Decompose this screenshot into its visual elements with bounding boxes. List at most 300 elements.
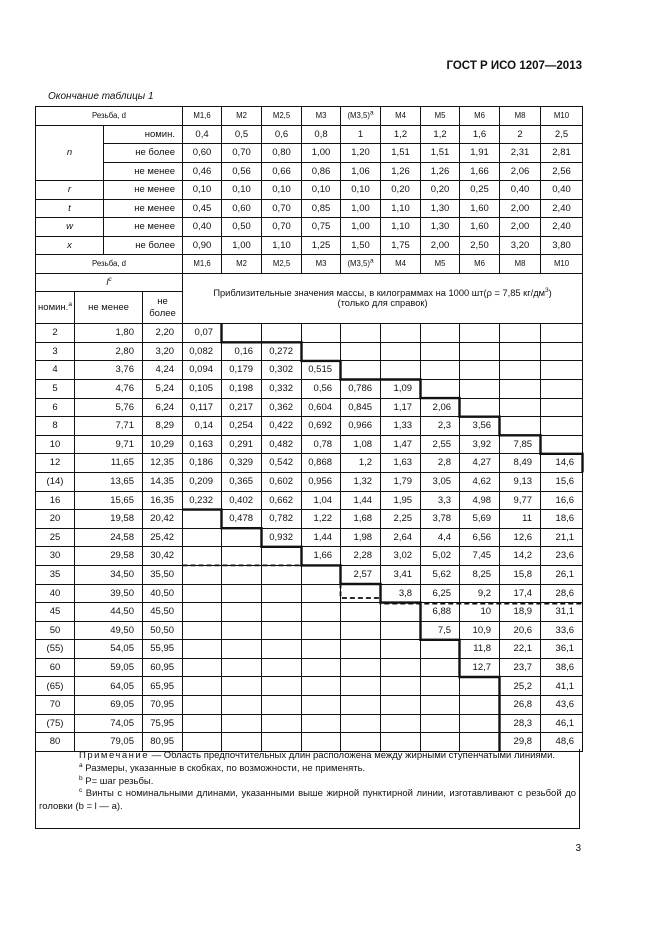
length-symbol: $l^c$ <box>36 273 183 292</box>
mass-value: 2,25 <box>381 510 421 529</box>
dimension-value: 1,10 <box>381 199 421 218</box>
mass-value: 0,14 <box>183 417 222 436</box>
dimension-value: 1,91 <box>460 144 500 163</box>
length-header-row <box>36 273 583 292</box>
dimension-value: 1,26 <box>381 162 421 181</box>
mass-row <box>36 621 583 640</box>
dimension-value: 0,46 <box>183 162 222 181</box>
thread-header-row <box>36 255 583 274</box>
mass-value: 14,6 <box>541 454 583 473</box>
mass-value: 8,25 <box>460 565 500 584</box>
mass-value <box>500 417 541 436</box>
dimension-row <box>36 236 583 255</box>
mass-value: 0,365 <box>222 472 262 491</box>
dimension-value: 3,20 <box>500 236 541 255</box>
length-nominal: (55) <box>36 640 75 659</box>
dimension-symbol: t <box>36 199 104 218</box>
mass-value: 16,6 <box>541 491 583 510</box>
mass-value: 11,8 <box>460 640 500 659</box>
mass-value: 0,272 <box>262 342 302 361</box>
dimension-qualifier: не менее <box>104 181 183 200</box>
mass-value <box>183 603 222 622</box>
mass-value: 7,45 <box>460 547 500 566</box>
length-min: 13,65 <box>75 472 143 491</box>
length-max: 16,35 <box>143 491 183 510</box>
dimension-value: 0,60 <box>183 144 222 163</box>
dimension-row <box>36 218 583 237</box>
thread-size: M3 <box>302 255 341 274</box>
mass-value: 12,7 <box>460 658 500 677</box>
mass-value <box>341 603 381 622</box>
length-nominal: 16 <box>36 491 75 510</box>
length-min: 39,50 <box>75 584 143 603</box>
length-nominal: (65) <box>36 677 75 696</box>
mass-value: 6,25 <box>421 584 460 603</box>
thread-size: M2 <box>222 107 262 126</box>
mass-value: 23,7 <box>500 658 541 677</box>
mass-value <box>262 324 302 343</box>
length-min: 1,80 <box>75 324 143 343</box>
mass-value: 0,604 <box>302 398 341 417</box>
mass-value <box>460 361 500 380</box>
mass-value: 1,47 <box>381 435 421 454</box>
mass-value <box>183 510 222 529</box>
mass-value: 10,9 <box>460 621 500 640</box>
mass-value <box>183 640 222 659</box>
mass-value <box>302 584 341 603</box>
length-nominal: 70 <box>36 696 75 715</box>
mass-row <box>36 472 583 491</box>
dimension-value: 2,00 <box>500 218 541 237</box>
mass-value: 28,3 <box>500 714 541 733</box>
mass-row <box>36 398 583 417</box>
mass-value: 5,02 <box>421 547 460 566</box>
length-max: 5,24 <box>143 379 183 398</box>
mass-note-header: Приблизительные значения массы, в килограммах на 1000 шт(ρ = 7,85 $кг/дм^3$) (только для справок) <box>183 273 583 324</box>
dimension-value: 1,60 <box>460 218 500 237</box>
mass-value: 2,8 <box>421 454 460 473</box>
mass-value <box>302 677 341 696</box>
mass-value: 17,4 <box>500 584 541 603</box>
dimension-value: 2,31 <box>500 144 541 163</box>
mass-value: 1,17 <box>381 398 421 417</box>
length-max: 10,29 <box>143 435 183 454</box>
mass-row <box>36 342 583 361</box>
mass-value: 10 <box>460 603 500 622</box>
mass-value: 22,1 <box>500 640 541 659</box>
thread-size: M5 <box>421 255 460 274</box>
dimension-value: 1,20 <box>341 144 381 163</box>
length-nominal: (75) <box>36 714 75 733</box>
mass-value <box>421 342 460 361</box>
length-max: 20,42 <box>143 510 183 529</box>
mass-value: 1,98 <box>341 528 381 547</box>
mass-value: 1,22 <box>302 510 341 529</box>
thread-label: Резьба, d <box>36 107 183 126</box>
mass-value: 9,2 <box>460 584 500 603</box>
mass-value: 0,209 <box>183 472 222 491</box>
dimension-qualifier: не более <box>104 236 183 255</box>
mass-value <box>421 658 460 677</box>
mass-value: 0,291 <box>222 435 262 454</box>
mass-value: 2,06 <box>421 398 460 417</box>
mass-value <box>421 677 460 696</box>
mass-value <box>302 658 341 677</box>
mass-value: 0,198 <box>222 379 262 398</box>
mass-row <box>36 565 583 584</box>
length-max: 12,35 <box>143 454 183 473</box>
length-nominal: 25 <box>36 528 75 547</box>
length-max: 3,20 <box>143 342 183 361</box>
thread-label: Резьба, d <box>36 255 183 274</box>
mass-value <box>183 621 222 640</box>
length-min: 11,65 <box>75 454 143 473</box>
mass-value <box>421 640 460 659</box>
thread-size: $(M3,5)^a$ <box>341 255 381 274</box>
mass-value <box>541 417 583 436</box>
mass-value: 0,845 <box>341 398 381 417</box>
length-nominal: 40 <box>36 584 75 603</box>
mass-value <box>341 658 381 677</box>
mass-row <box>36 603 583 622</box>
mass-value: 8,49 <box>500 454 541 473</box>
mass-value: 0,932 <box>262 528 302 547</box>
mass-value: 0,662 <box>262 491 302 510</box>
mass-value <box>500 379 541 398</box>
mass-value: 1,08 <box>341 435 381 454</box>
mass-value: 1,33 <box>381 417 421 436</box>
dimension-value: 0,20 <box>381 181 421 200</box>
length-max: 2,20 <box>143 324 183 343</box>
mass-value: 0,179 <box>222 361 262 380</box>
length-nominal: 6 <box>36 398 75 417</box>
mass-value <box>183 658 222 677</box>
mass-value: 0,402 <box>222 491 262 510</box>
mass-value: 0,07 <box>183 324 222 343</box>
mass-value: 7,85 <box>500 435 541 454</box>
mass-value: 0,329 <box>222 454 262 473</box>
mass-value: 1,04 <box>302 491 341 510</box>
mass-value <box>183 714 222 733</box>
thread-size: M6 <box>460 255 500 274</box>
thread-size: M4 <box>381 107 421 126</box>
mass-value: 5,69 <box>460 510 500 529</box>
mass-row <box>36 584 583 603</box>
mass-value: 1,2 <box>341 454 381 473</box>
dimension-value: 0,70 <box>222 144 262 163</box>
mass-value <box>262 658 302 677</box>
mass-value: 1,95 <box>381 491 421 510</box>
dimension-value: 0,10 <box>302 181 341 200</box>
dimension-value: 0,6 <box>262 125 302 144</box>
dimension-value: 1,2 <box>381 125 421 144</box>
thread-size: M4 <box>381 255 421 274</box>
length-max: 6,24 <box>143 398 183 417</box>
thread-size: M2,5 <box>262 107 302 126</box>
mass-value: 0,956 <box>302 472 341 491</box>
dimension-value: 1,66 <box>460 162 500 181</box>
mass-value: 0,482 <box>262 435 302 454</box>
dimension-value: 1,25 <box>302 236 341 255</box>
mass-value <box>302 342 341 361</box>
mass-value <box>460 398 500 417</box>
dimension-value: 0,10 <box>183 181 222 200</box>
mass-value: 0,105 <box>183 379 222 398</box>
dimension-value: 0,25 <box>460 181 500 200</box>
mass-value: 4,62 <box>460 472 500 491</box>
mass-value: 6,88 <box>421 603 460 622</box>
mass-value: 43,6 <box>541 696 583 715</box>
length-min: 24,58 <box>75 528 143 547</box>
length-max: 60,95 <box>143 658 183 677</box>
mass-value <box>381 342 421 361</box>
mass-value <box>183 584 222 603</box>
mass-value: 2,55 <box>421 435 460 454</box>
length-max: 4,24 <box>143 361 183 380</box>
mass-value: 29,8 <box>500 733 541 752</box>
length-nominal: 3 <box>36 342 75 361</box>
mass-value: 0,868 <box>302 454 341 473</box>
length-min: 2,80 <box>75 342 143 361</box>
mass-value: 0,254 <box>222 417 262 436</box>
mass-value <box>541 342 583 361</box>
mass-value <box>262 696 302 715</box>
mass-value <box>183 547 222 566</box>
dimension-value: 0,10 <box>222 181 262 200</box>
mass-value: 1,68 <box>341 510 381 529</box>
length-min: 4,76 <box>75 379 143 398</box>
mass-value <box>262 547 302 566</box>
mass-value: 0,232 <box>183 491 222 510</box>
mass-value: 2,57 <box>341 565 381 584</box>
thread-size: $(M3,5)^a$ <box>341 107 381 126</box>
mass-value <box>460 342 500 361</box>
length-nominal: 20 <box>36 510 75 529</box>
length-nominal: 5 <box>36 379 75 398</box>
mass-value: 4,98 <box>460 491 500 510</box>
thread-size: M10 <box>541 107 583 126</box>
length-min: 7,71 <box>75 417 143 436</box>
mass-value: 26,1 <box>541 565 583 584</box>
page-number: 3 <box>575 843 581 854</box>
mass-value: 3,78 <box>421 510 460 529</box>
mass-value <box>302 696 341 715</box>
length-max: 14,35 <box>143 472 183 491</box>
length-max: 35,50 <box>143 565 183 584</box>
mass-value <box>500 398 541 417</box>
mass-value <box>381 324 421 343</box>
dimension-value: 3,80 <box>541 236 583 255</box>
mass-value: 0,515 <box>302 361 341 380</box>
mass-value <box>262 565 302 584</box>
mass-value: 0,217 <box>222 398 262 417</box>
mass-value <box>541 324 583 343</box>
dimension-row <box>36 144 583 163</box>
mass-value <box>341 342 381 361</box>
mass-value: 1,09 <box>381 379 421 398</box>
mass-table <box>35 254 583 752</box>
mass-value: 4,4 <box>421 528 460 547</box>
mass-value <box>381 621 421 640</box>
mass-value <box>421 324 460 343</box>
dimension-value: 2,81 <box>541 144 583 163</box>
dimension-value: 2,00 <box>421 236 460 255</box>
dimension-qualifier: не менее <box>104 199 183 218</box>
length-nominal: 8 <box>36 417 75 436</box>
mass-value: 20,6 <box>500 621 541 640</box>
thread-size: M8 <box>500 255 541 274</box>
mass-value <box>500 342 541 361</box>
mass-value <box>460 714 500 733</box>
thread-size: M3 <box>302 107 341 126</box>
length-min: 5,76 <box>75 398 143 417</box>
dimension-row <box>36 181 583 200</box>
mass-value <box>262 621 302 640</box>
mass-value <box>460 379 500 398</box>
mass-value <box>341 584 381 603</box>
dimension-value: 0,4 <box>183 125 222 144</box>
mass-value <box>302 640 341 659</box>
mass-row <box>36 491 583 510</box>
dimension-row <box>36 125 583 144</box>
length-max: 40,50 <box>143 584 183 603</box>
mass-value <box>222 621 262 640</box>
dimension-value: 2,00 <box>500 199 541 218</box>
mass-value <box>421 361 460 380</box>
mass-value: 0,117 <box>183 398 222 417</box>
mass-value <box>222 658 262 677</box>
mass-value: 0,16 <box>222 342 262 361</box>
dimension-qualifier: не менее <box>104 162 183 181</box>
mass-value: 1,66 <box>302 547 341 566</box>
mass-row <box>36 658 583 677</box>
mass-value: 2,3 <box>421 417 460 436</box>
dimension-value: 0,80 <box>262 144 302 163</box>
dimension-value: 1,06 <box>341 162 381 181</box>
mass-value <box>500 361 541 380</box>
mass-value: 0,094 <box>183 361 222 380</box>
mass-row <box>36 640 583 659</box>
dimension-value: 1,2 <box>421 125 460 144</box>
mass-value: 2,28 <box>341 547 381 566</box>
length-nominal: 35 <box>36 565 75 584</box>
mass-value <box>421 696 460 715</box>
mass-value: 0,362 <box>262 398 302 417</box>
min-label: не менее <box>75 292 143 324</box>
dimension-row <box>36 162 583 181</box>
dimension-qualifier: номин. <box>104 125 183 144</box>
mass-value <box>222 640 262 659</box>
dimension-value: 0,10 <box>262 181 302 200</box>
length-nominal: 2 <box>36 324 75 343</box>
mass-value: 3,02 <box>381 547 421 566</box>
mass-value: 48,6 <box>541 733 583 752</box>
mass-value: 3,92 <box>460 435 500 454</box>
dimension-value: 1,51 <box>421 144 460 163</box>
dimension-value: 1,51 <box>381 144 421 163</box>
mass-value <box>222 565 262 584</box>
length-nominal: (14) <box>36 472 75 491</box>
mass-value: 9,77 <box>500 491 541 510</box>
dimension-value: 1,75 <box>381 236 421 255</box>
mass-value <box>381 677 421 696</box>
mass-value <box>381 361 421 380</box>
dimension-symbol: w <box>36 218 104 237</box>
mass-value <box>183 565 222 584</box>
mass-value: 1,32 <box>341 472 381 491</box>
mass-row <box>36 677 583 696</box>
mass-value: 15,8 <box>500 565 541 584</box>
thread-size: M2,5 <box>262 255 302 274</box>
dimension-symbol: r <box>36 181 104 200</box>
dimension-value: 0,85 <box>302 199 341 218</box>
mass-value: 12,6 <box>500 528 541 547</box>
standard-header: ГОСТ Р ИСО 1207—2013 <box>446 60 582 72</box>
mass-value <box>262 640 302 659</box>
dimension-value: 1,10 <box>262 236 302 255</box>
dimension-value: 0,45 <box>183 199 222 218</box>
mass-value: 7,5 <box>421 621 460 640</box>
mass-row <box>36 696 583 715</box>
dimension-value: 2,5 <box>541 125 583 144</box>
mass-value: 46,1 <box>541 714 583 733</box>
note-main: Примечание — Область предпочтительных длин расположена между жирными ступенчатыми линиями. <box>79 750 556 761</box>
mass-value <box>541 379 583 398</box>
length-min: 19,58 <box>75 510 143 529</box>
mass-value: 11 <box>500 510 541 529</box>
mass-value: 1,79 <box>381 472 421 491</box>
dimension-qualifier: не более <box>104 144 183 163</box>
mass-row <box>36 361 583 380</box>
mass-value <box>341 696 381 715</box>
mass-value <box>302 714 341 733</box>
mass-value: 31,1 <box>541 603 583 622</box>
dimension-value: 0,70 <box>262 199 302 218</box>
length-max: 75,95 <box>143 714 183 733</box>
dimension-value: 1 <box>341 125 381 144</box>
mass-value: 14,2 <box>500 547 541 566</box>
length-min: 69,05 <box>75 696 143 715</box>
thread-header-row <box>36 107 583 126</box>
mass-row <box>36 510 583 529</box>
length-max: 65,95 <box>143 677 183 696</box>
dimension-value: 0,40 <box>541 181 583 200</box>
mass-value <box>421 379 460 398</box>
max-label: не более <box>143 292 183 324</box>
mass-value <box>262 714 302 733</box>
mass-value <box>421 714 460 733</box>
mass-value <box>541 398 583 417</box>
mass-value: 0,966 <box>341 417 381 436</box>
dimension-value: 0,10 <box>341 181 381 200</box>
length-min: 29,58 <box>75 547 143 566</box>
length-min: 54,05 <box>75 640 143 659</box>
mass-value: 15,6 <box>541 472 583 491</box>
length-min: 64,05 <box>75 677 143 696</box>
length-min: 59,05 <box>75 658 143 677</box>
length-max: 50,50 <box>143 621 183 640</box>
thread-size: M1,6 <box>183 255 222 274</box>
length-min: 79,05 <box>75 733 143 752</box>
mass-value: 41,1 <box>541 677 583 696</box>
mass-value <box>381 603 421 622</box>
mass-value <box>460 324 500 343</box>
mass-value: 0,56 <box>302 379 341 398</box>
mass-value <box>302 565 341 584</box>
mass-value: 0,786 <box>341 379 381 398</box>
mass-value <box>381 714 421 733</box>
mass-row <box>36 324 583 343</box>
